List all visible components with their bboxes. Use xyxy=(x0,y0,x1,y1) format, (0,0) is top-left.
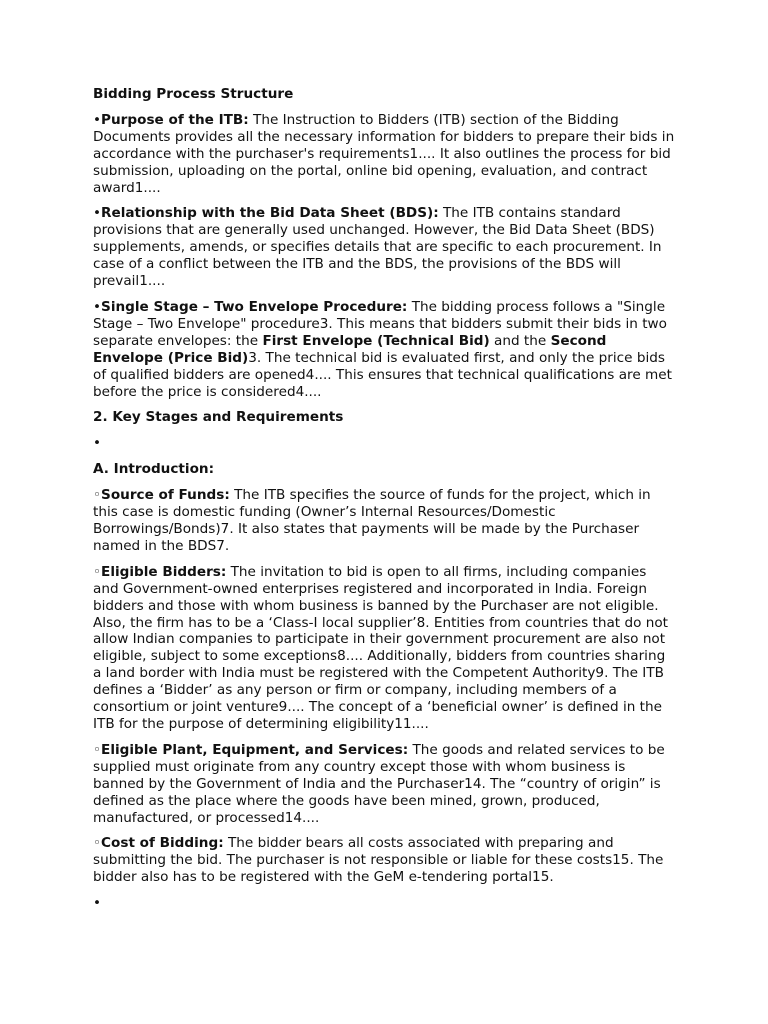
paragraph-text: The bidding process follows a "Single Stage – Two Envelope" procedure3. This means that bidders submit their bids in two separate envelopes: the xyxy=(93,298,667,349)
document-page xyxy=(93,86,675,921)
paragraph-label: Eligible Bidders: xyxy=(101,563,227,580)
paragraph-source-of-funds xyxy=(93,487,675,555)
sub-bullet-marker: ◦ xyxy=(93,487,102,504)
paragraph-text: The ITB contains standard provisions that are generally used unchanged. However, the Bid Data Sheet (BDS) supplements, amends, or specifies details that are specific to each procurement. In case of a conflict between the ITB and the BDS, the provisions of the BDS will prevail1.... xyxy=(93,205,662,290)
empty-bullet: • xyxy=(93,435,102,452)
paragraph-text: The Instruction to Bidders (ITB) section of the Bidding Documents provides all the necessary information for bidders to prepare their bids in accordance with the purchaser's requirements1.... It also outlines the process for bid submission, uploading on the portal, online bid opening, evaluation, and contract award1.... xyxy=(93,111,675,196)
paragraph-label: Eligible Plant, Equipment, and Services: xyxy=(101,741,409,758)
paragraph-two-envelope xyxy=(93,299,675,400)
bullet-marker: • xyxy=(93,298,102,315)
paragraph-cost-of-bidding xyxy=(93,835,675,886)
paragraph-label: Relationship with the Bid Data Sheet (BDS): xyxy=(101,205,439,222)
paragraph-text: The ITB specifies the source of funds for the project, which in this case is domestic funding (Owner’s Internal Resources/Domestic Borrowings/Bonds)7. It also states that payments will be made by the Purchaser named in the BDS7. xyxy=(93,487,651,554)
paragraph-text: The invitation to bid is open to all firms, including companies and Government-owned enterprises registered and incorporated in India. Foreign bidders and those with whom business is banned by the Purchaser are not eligible. Also, the firm has to be a ‘Class-I local supplier’8. Entities from countries that do not allow Indian companies to participate in their government procurement are also not eligible, subject to some exceptions8.... Additionally, bidders from countries sharing a land border with India must be registered with the Competent Authority9. The ITB defines a ‘Bidder’ as any person or firm or company, including members of a consortium or joint venture9.... The concept of a ‘beneficial owner’ is defined in the ITB for the purpose of determining eligibility11.... xyxy=(93,563,668,732)
paragraph-eligible-bidders xyxy=(93,564,675,733)
paragraph-relationship-bds xyxy=(93,205,675,290)
paragraph-label: Source of Funds: xyxy=(101,487,230,504)
paragraph-eligible-plant xyxy=(93,742,675,827)
bullet-marker: • xyxy=(93,205,102,222)
paragraph-text: and the xyxy=(489,332,551,349)
empty-bullet: • xyxy=(93,895,102,912)
sub-bullet-marker: ◦ xyxy=(93,563,102,580)
sub-bullet-marker: ◦ xyxy=(93,835,102,852)
document-title: Bidding Process Structure xyxy=(93,86,294,102)
section-a-heading: A. Introduction: xyxy=(93,461,215,478)
bullet-marker: • xyxy=(93,111,102,128)
paragraph-text: The bidder bears all costs associated with preparing and submitting the bid. The purchaser is not responsible or liable for these costs15. The bidder also has to be registered with the GeM e-tendering portal15. xyxy=(93,835,664,886)
paragraph-label: Single Stage – Two Envelope Procedure: xyxy=(101,298,408,315)
second-envelope-term: Second Envelope (Price Bid) xyxy=(93,332,607,366)
paragraph-text: 3. The technical bid is evaluated first, and only the price bids of qualified bidders are opened4.... This ensures that technical qualifications are met before the price is considered4.... xyxy=(93,349,672,400)
paragraph-label: Purpose of the ITB: xyxy=(101,111,249,128)
paragraph-purpose-of-itb xyxy=(93,112,675,197)
first-envelope-term: First Envelope (Technical Bid) xyxy=(262,332,490,349)
paragraph-text: The goods and related services to be supplied must originate from any country except those with whom business is banned by the Government of India and the Purchaser14. The “country of origin” is defined as the place where the goods have been mined, grown, produced, manufactured, or processed14.... xyxy=(93,741,665,826)
sub-bullet-marker: ◦ xyxy=(93,741,102,758)
paragraph-label: Cost of Bidding: xyxy=(101,835,224,852)
section-2-heading: 2. Key Stages and Requirements xyxy=(93,409,344,426)
